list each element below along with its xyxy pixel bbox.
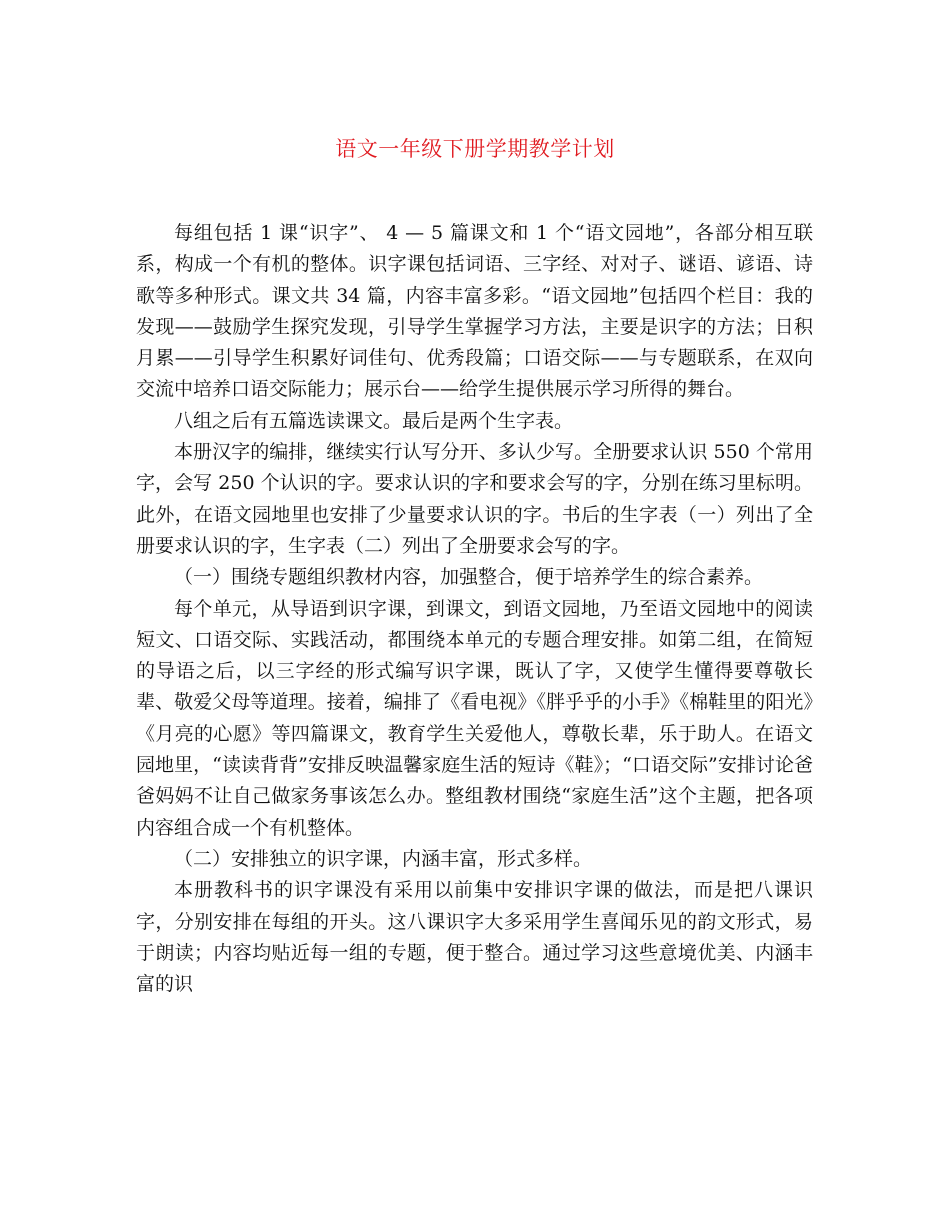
document-title: 语文一年级下册学期教学计划 xyxy=(335,137,615,161)
paragraph: 八组之后有五篇选读课文。最后是两个生字表。 xyxy=(174,409,574,432)
paragraph: 本册汉字的编排，继续实行认写分开、多认少写。全册要求认识 550 个常用字，会写 250 个认识的字。要求认识的字和要求会写的字，分别在练习里标明。此外，在语文园地里也安排了少量要求认识的字。书后的生字表（一）列出了全册要求认识的字，生字表（二）列出了全册要求会写的字。 xyxy=(136,441,813,557)
paragraph: （一）围绕专题组织教材内容，加强整合，便于培养学生的综合素养。 xyxy=(174,566,764,589)
paragraph: 每组包括 1 课“识字”、 4 — 5 篇课文和 1 个“语文园地”，各部分相互联系，构成一个有机的整体。识字课包括词语、三字经、对对子、谜语、谚语、诗歌等多种形式。课文共 34 篇，内容丰富多彩。“语文园地”包括四个栏目：我的发现——鼓励学生探究发现，引导学生掌握学习方法，主要是识字的方法；日积月累——引导学生积累好词佳句、优秀段篇；口语交际——与专题联系，在双向交流中培养口语交际能力；展示台——给学生提供展示学习所得的舞台。 xyxy=(136,222,813,401)
paragraph: 本册教科书的识字课没有采用以前集中安排识字课的做法，而是把八课识字，分别安排在每组的开头。这八课识字大多采用学生喜闻乐见的韵文形式，易于朗读；内容均贴近每一组的专题，便于整合。通过学习这些意境优美、内涵丰富的识 xyxy=(136,879,813,996)
paragraph: （二）安排独立的识字课，内涵丰富，形式多样。 xyxy=(174,847,593,870)
document-body xyxy=(136,218,813,1000)
paragraph: 每个单元，从导语到识字课，到课文，到语文园地，乃至语文园地中的阅读短文、口语交际、实践活动，都围绕本单元的专题合理安排。如第二组，在简短的导语之后，以三字经的形式编写识字课，既认了字，又使学生懂得要尊敬长辈、敬爱父母等道理。接着，编排了《看电视》《胖乎乎的小手》《棉鞋里的阳光》《月亮的心愿》等四篇课文，教育学生关爱他人，尊敬长辈，乐于助人。在语文园地里，“读读背背”安排反映温馨家庭生活的短诗《鞋》；“口语交际”安排讨论爸爸妈妈不让自己做家务事该怎么办。整组教材围绕“家庭生活”这个主题，把各项内容组合成一个有机整体。 xyxy=(136,597,813,839)
